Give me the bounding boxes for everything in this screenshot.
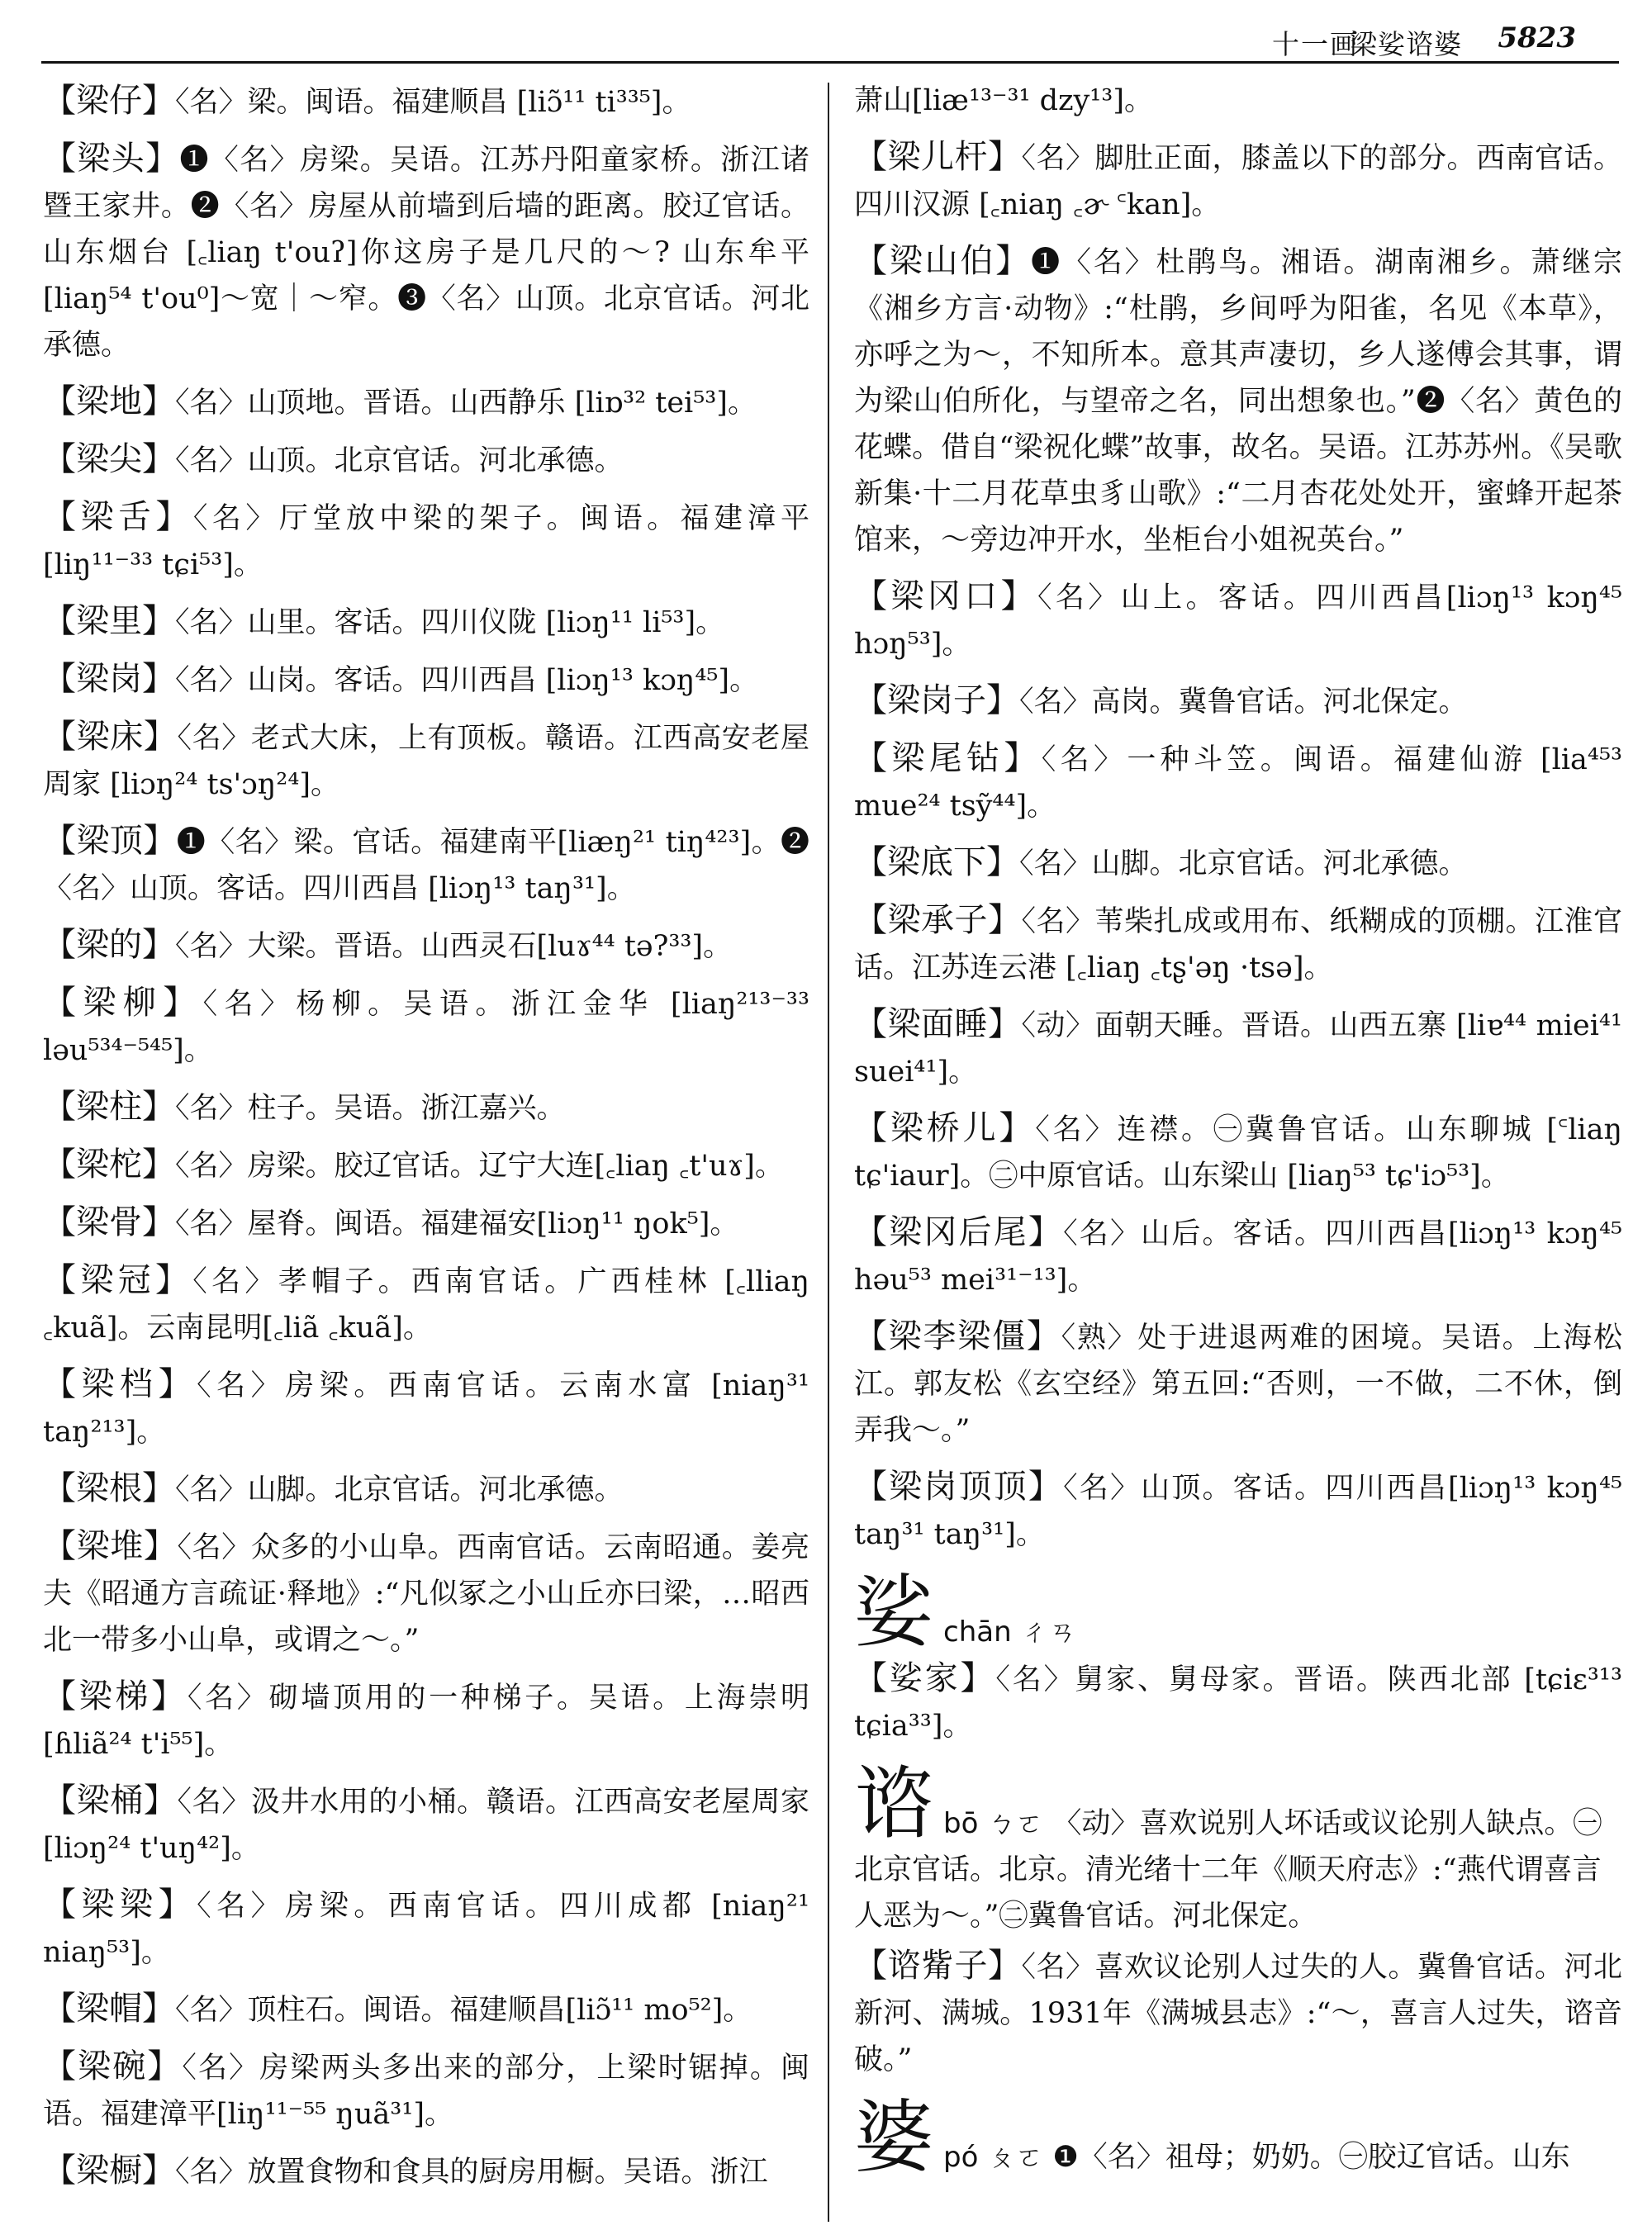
entry-headword: 【娑家】 [854,1659,996,1697]
dictionary-entry [43,1141,809,1189]
dictionary-entry [43,494,809,588]
dictionary-entry [854,1001,1622,1095]
entry-definition: 〈动〉面朝天睡。晋语。山西五寨 [liɐ⁴⁴ miei⁴¹ suei⁴¹]。 [854,1009,1622,1089]
entry-definition: ❶〈名〉房梁。吴语。江苏丹阳童家桥。浙江诸暨王家井。❷〈名〉房屋从前墙到后墙的距离。胶辽官话。山东烟台 [꜀liaŋ t'ouʔ]你这房子是几尺的～? 山东牟平[liaŋ⁵⁴ t'ou⁰]～宽｜～窄。❸〈名〉山顶。北京官话。河北承德。 [43,144,809,362]
entry-headword: 【梁岗顶顶】 [854,1468,1064,1506]
head-character: 婆 [854,2091,933,2184]
entry-definition: 〈名〉一种斗笠。闽语。福建仙游 [lia⁴⁵³ mue²⁴ tsỹ⁴⁴]。 [854,743,1623,823]
entry-headword: 【梁梯】 [43,1677,188,1715]
dictionary-entry [43,1881,809,1976]
entry-definition: 〈名〉老式大床，上有顶板。赣语。江西高安老屋周家 [liɔŋ²⁴ ts'ɔŋ²⁴]。 [43,722,809,801]
entry-definition: 〈名〉连襟。㊀冀鲁官话。山东聊城 [꜂liaŋ tɕ'iaur]。㊁中原官话。山东梁山 [liaŋ⁵³ tɕ'iɔ⁵³]。 [854,1113,1622,1193]
entry-headword: 【梁骨】 [43,1203,175,1241]
header-characters: 梁娑谘婆 [1350,28,1462,60]
entry-definition: 〈名〉山顶。北京官话。河北承德。 [175,444,624,477]
entry-headword: 【梁舌】 [43,498,193,536]
dictionary-entry [43,714,809,808]
column-divider [828,83,829,2222]
entry-definition: 〈名〉房梁。西南官话。四川成都 [niaŋ²¹ niaŋ⁵³]。 [43,1890,809,1969]
entry-headword: 【梁里】 [43,602,175,640]
continued-entry-text: 萧山[liæ¹³⁻³¹ dzy¹³]。 [854,84,1153,117]
dictionary-entry [854,1209,1622,1303]
dictionary-entry [43,2147,809,2195]
entry-headword: 【梁梁】 [43,1886,197,1924]
dictionary-entry [854,735,1622,829]
entry-definition: 〈名〉梁。闽语。福建顺昌 [liɔ̃¹¹ ti³³⁵]。 [175,86,691,119]
entry-definition: 〈名〉众多的小山阜。西南官话。云南昭通。姜亮夫《昭通方言疏证·释地》:“凡似冢之小山丘亦曰梁，…昭西北一带多小山阜，或谓之～。” [43,1531,809,1657]
dictionary-entry [854,238,1622,563]
entry-definition: 〈名〉苇柴扎成或用布、纸糊成的顶棚。江淮官话。江苏连云港 [꜀liaŋ ꜀tʂ'əŋ ·tsə]。 [854,905,1622,985]
dictionary-entry [43,1361,809,1455]
entry-definition: 〈名〉山后。客话。四川西昌[liɔŋ¹³ kɔŋ⁴⁵ həu⁵³ mei³¹⁻¹³]。 [854,1217,1623,1297]
dictionary-entry [43,1777,809,1872]
entry-definition: ❶〈名〉杜鹃鸟。湘语。湖南湘乡。萧继宗《湘乡方言·动物》:“杜鹃，乡间呼为阳雀，名见《本草》，亦呼之为～，不知所本。意其声凄切，乡人遂傅会其事，谓为梁山伯所化，与望帝之名，同出想象也。”❷〈名〉黄色的花蝶。借自“梁祝化蝶”故事，故名。吴语。江苏苏州。《吴歌新集·十二月花草虫豸山歌》:“二月杏花处处开，蜜蜂开起茶馆来，～旁边冲开水，坐柜台小姐祝英台。” [854,246,1622,557]
dictionary-entry [43,598,809,646]
entry-headword: 【梁底下】 [854,843,1019,881]
entry-definition: 〈名〉放置食物和食具的厨房用橱。吴语。浙江 [175,2156,768,2189]
entry-definition: 〈名〉山里。客话。四川仪陇 [liɔŋ¹¹ li⁵³]。 [175,606,725,639]
head-character-entry [854,2091,1622,2184]
entry-definition: 〈名〉大梁。晋语。山西灵石[luɤ⁴⁴ tə?³³]。 [175,930,733,963]
entry-definition: 〈名〉山岗。客话。四川西昌 [liɔŋ¹³ kɔŋ⁴⁵]。 [175,664,759,697]
entry-headword: 【梁岗】 [43,660,175,698]
entry-definition: 〈名〉山脚。北京官话。河北承德。 [1019,847,1468,880]
head-character: 谘 [854,1758,933,1850]
entry-definition: 〈名〉厅堂放中梁的架子。闽语。福建漳平 [liŋ¹¹⁻³³ tɕi⁵³]。 [43,502,809,581]
head-character-definition: ❶〈名〉祖母；奶奶。㊀胶辽官话。山东 [1052,2141,1570,2174]
dictionary-entry [854,1464,1622,1558]
entry-headword: 【梁桥儿】 [854,1109,1036,1147]
head-character-entry [854,1758,1622,1939]
entry-definition: 〈名〉汲井水用的小桶。赣语。江西高安老屋周家[liɔŋ²⁴ t'uŋ⁴²]。 [43,1786,809,1865]
entry-headword: 【梁桶】 [43,1782,178,1820]
entry-headword: 【梁冠】 [43,1261,193,1299]
entry-definition: 〈名〉柱子。吴语。浙江嘉兴。 [175,1092,566,1125]
head-character-pinyin: bō ㄅㄛ [943,1807,1044,1840]
head-character-pinyin: pó ㄆㄛ [943,2141,1044,2174]
dictionary-entry [43,1523,809,1663]
entry-headword: 【梁床】 [43,718,178,756]
entry-definition: 〈名〉砌墙顶用的一种梯子。吴语。上海崇明 [ɦliã²⁴ t'i⁵⁵]。 [43,1682,809,1761]
entry-headword: 【梁李梁僵】 [854,1317,1061,1355]
entry-definition: 〈名〉顶柱石。闽语。福建顺昌[liɔ̃¹¹ mo⁵²]。 [175,1994,752,2027]
entry-headword: 【梁儿杆】 [854,138,1022,176]
dictionary-entry [854,1313,1622,1454]
entry-definition: 〈名〉山顶。客话。四川西昌[liɔŋ¹³ kɔŋ⁴⁵ taŋ³¹ taŋ³¹]。 [854,1472,1623,1551]
entry-headword: 【梁柳】 [43,984,203,1022]
head-character-pinyin: chān ㄔㄢ [943,1616,1077,1649]
entry-definition: 〈名〉舅家、舅母家。晋语。陕西北部 [tɕiɛ³¹³ tɕia³³]。 [854,1663,1622,1743]
entry-headword: 【梁根】 [43,1469,175,1507]
dictionary-entry [854,134,1622,228]
dictionary-entry [43,1465,809,1513]
entry-headword: 【梁岗子】 [854,681,1019,719]
dictionary-entry [43,1199,809,1247]
dictionary-entry [854,897,1622,991]
entry-headword: 【梁顶】 [43,822,177,860]
right-column [854,78,1622,2184]
dictionary-entry [43,656,809,704]
entry-headword: 【梁尖】 [43,440,175,478]
dictionary-entry [854,1105,1622,1199]
entry-definition: 〈名〉喜欢议论别人过失的人。冀鲁官话。河北新河、满城。1931年《满城县志》:“～，喜言人过失，谘音破。” [854,1951,1622,2076]
entry-definition: 〈名〉山顶地。晋语。山西静乐 [liɒ³² tei⁵³]。 [175,387,757,420]
entry-headword: 【梁柁】 [43,1146,175,1184]
entry-headword: 【梁尾钻】 [854,739,1042,777]
entry-headword: 【梁冈口】 [854,577,1038,615]
dictionary-entry [43,78,809,126]
dictionary-entry [43,922,809,970]
entry-headword: 【梁仔】 [43,82,175,120]
entry-headword: 【谘觜子】 [854,1947,1022,1985]
entry-definition: 〈名〉高岗。冀鲁官话。河北保定。 [1019,686,1468,719]
entry-headword: 【梁橱】 [43,2152,175,2190]
dictionary-entry [854,839,1622,887]
entry-headword: 【梁堆】 [43,1527,178,1565]
entry-definition: 〈名〉杨柳。吴语。浙江金华 [liaŋ²¹³⁻³³ ləu⁵³⁴⁻⁵⁴⁵]。 [43,988,809,1067]
entry-headword: 【梁的】 [43,926,175,964]
entry-headword: 【梁柱】 [43,1088,175,1126]
dictionary-entry [43,378,809,426]
entry-headword: 【梁碗】 [43,2047,183,2085]
dictionary-entry [854,1655,1622,1749]
dictionary-entry [43,1986,809,2033]
entry-headword: 【梁地】 [43,382,175,420]
left-column [43,78,809,2205]
entry-definition: 〈名〉山上。客话。四川西昌[liɔŋ¹³ kɔŋ⁴⁵ hɔŋ⁵³]。 [854,581,1622,661]
entry-headword: 【梁头】 [43,140,180,178]
dictionary-entry [43,436,809,484]
dictionary-entry [43,980,809,1074]
entry-definition: 〈名〉房梁。西南官话。云南水富 [niaŋ³¹ taŋ²¹³]。 [43,1369,809,1449]
dictionary-entry [854,677,1622,725]
entry-definition: 〈熟〉处于进退两难的困境。吴语。上海松江。郭友松《玄空经》第五回:“否则，一不做，二不休，倒弄我～。” [854,1321,1622,1447]
page-header [41,0,1611,61]
stroke-count-label: 十一画 [1272,28,1359,60]
header-rule [41,61,1619,64]
page-number: 5823 [1498,21,1576,55]
dictionary-entry [43,818,809,912]
entry-headword: 【梁面睡】 [854,1005,1022,1043]
entry-definition: ❶〈名〉梁。官话。福建南平[liæŋ²¹ tiŋ⁴²³]。❷〈名〉山顶。客话。四川西昌 [liɔŋ¹³ taŋ³¹]。 [43,826,810,905]
entry-definition: 〈名〉山脚。北京官话。河北承德。 [175,1473,624,1506]
entry-definition: 〈名〉孝帽子。西南官话。广西桂林 [꜀lliaŋ ꜀kuã]。云南昆明[꜀liã ꜀kuã]。 [43,1265,809,1345]
entry-headword: 【梁档】 [43,1365,197,1403]
dictionary-entry [854,1943,1622,2083]
dictionary-entry [43,1084,809,1132]
dictionary-entry [854,573,1622,667]
head-character-definition: 〈动〉喜欢说别人坏话或议论别人缺点。㊀北京官话。北京。清光绪十二年《顺天府志》:“燕代谓喜言人恶为～。”㊁冀鲁官话。河北保定。 [854,1807,1602,1933]
entry-headword: 【梁山伯】 [854,242,1032,280]
entry-definition: 〈名〉脚肚正面，膝盖以下的部分。西南官话。四川汉源 [꜀niaŋ ꜀ɚ ꜂kan]。 [854,142,1622,221]
entry-headword: 【梁承子】 [854,901,1022,939]
dictionary-entry [43,1257,809,1351]
entry-headword: 【梁帽】 [43,1990,175,2028]
entry-definition: 〈名〉房梁两头多出来的部分，上梁时锯掉。闽语。福建漳平[liŋ¹¹⁻⁵⁵ ŋuã³¹]。 [43,2052,809,2131]
entry-definition: 〈名〉房梁。胶辽官话。辽宁大连[꜀liaŋ ꜀t'uɤ]。 [175,1150,784,1183]
dictionary-entry [43,1673,809,1767]
dictionary-entry [43,2043,809,2137]
entry-headword: 【梁冈后尾】 [854,1213,1064,1251]
head-character: 娑 [854,1566,933,1658]
head-character-entry [854,1566,1622,1658]
dictionary-entry [43,135,809,368]
entry-definition: 〈名〉屋脊。闽语。福建福安[liɔŋ¹¹ ŋok⁵]。 [175,1208,739,1241]
